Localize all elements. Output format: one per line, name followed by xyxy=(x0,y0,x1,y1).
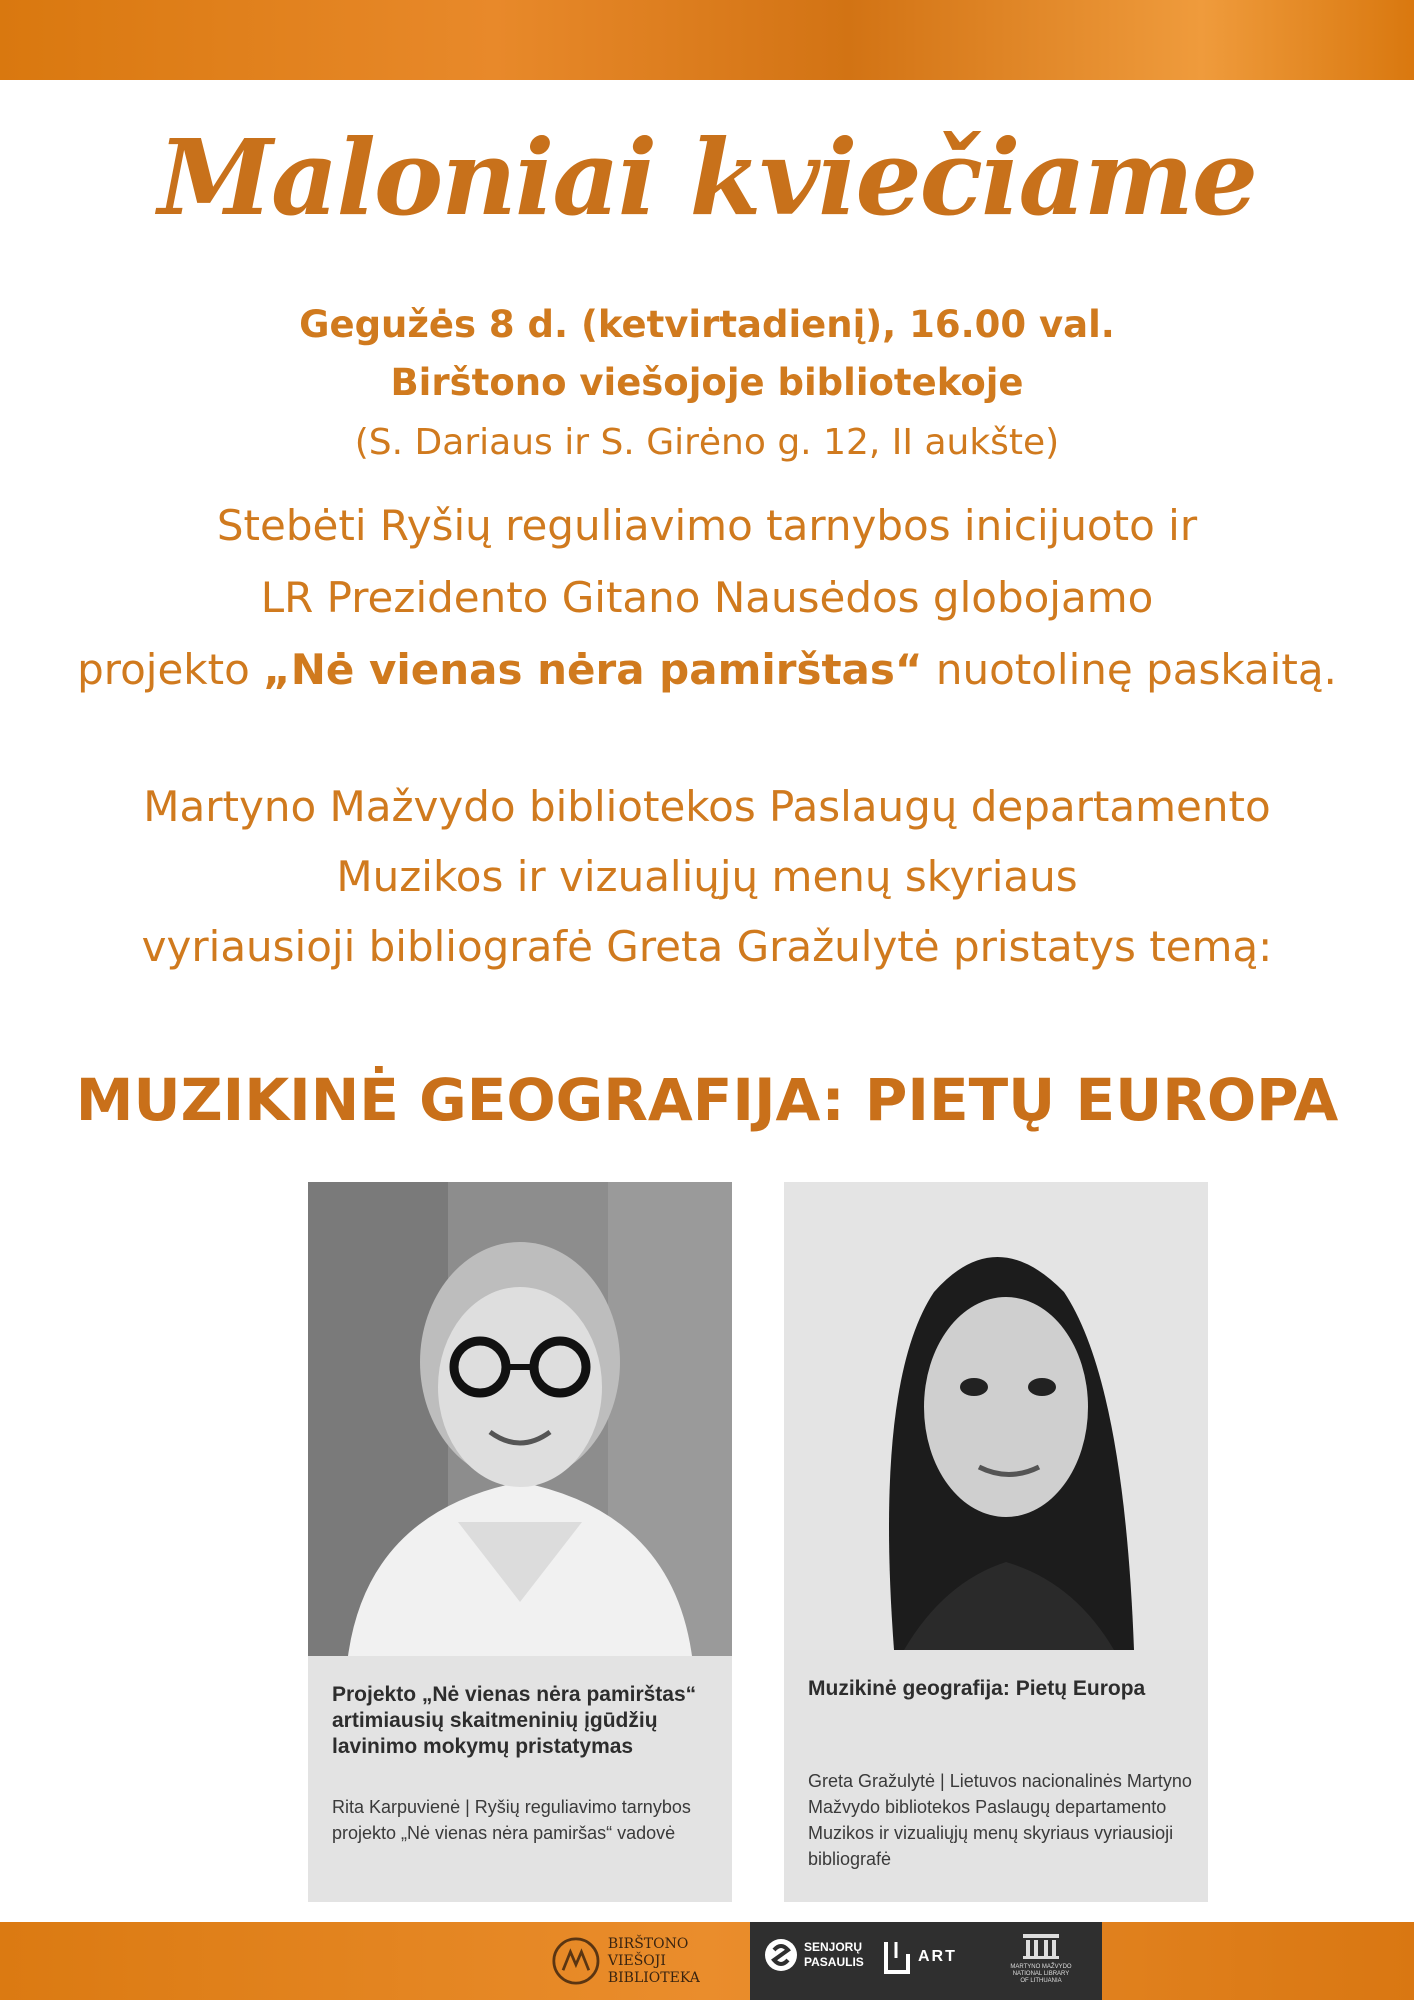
senjoru-pasaulis-logo xyxy=(764,1938,864,1972)
library-emblem-icon xyxy=(552,1935,600,1987)
card-title: Projekto „Nė vienas nėra pamirštas“ artimiausių skaitmeninių įgūdžių lavinimo mokymų pristatymas xyxy=(332,1683,697,1758)
speaker-card-rita xyxy=(308,1182,732,1902)
lecture-topic: MUZIKINĖ GEOGRAFIJA: PIETŲ EUROPA xyxy=(75,1066,1339,1134)
intro-line-2: LR Prezidento Gitano Nausėdos globojamo xyxy=(260,573,1154,622)
partner-logos xyxy=(540,1922,1102,2000)
lnb-building-icon xyxy=(1021,1932,1061,1960)
senjoru-line-2: PASAULIS xyxy=(804,1955,864,1969)
page-title: Maloniai kviečiame xyxy=(157,116,1257,239)
event-venue: Birštono viešojoje bibliotekoje xyxy=(390,361,1024,404)
intro-line-1: Stebėti Ryšių reguliavimo tarnybos inicijuoto ir xyxy=(216,501,1198,550)
senjoru-swirl-icon xyxy=(764,1938,798,1972)
birstono-library-logo xyxy=(540,1922,750,2000)
lnb-line-1: MARTYNO MAŽVYDO xyxy=(1010,1964,1072,1970)
card-title: Muzikinė geografija: Pietų Europa xyxy=(808,1677,1146,1700)
lnb-line-2: NATIONAL LIBRARY xyxy=(1012,1971,1070,1977)
project-name: „Nė vienas nėra pamirštas“ xyxy=(263,645,923,694)
art-bracket-icon xyxy=(882,1938,912,1976)
lnb-logo xyxy=(986,1932,1096,1985)
intro-line-3-start: projekto xyxy=(77,645,264,694)
lnb-line-3: OF LITHUANIA xyxy=(1020,1978,1062,1984)
event-address: (S. Dariaus ir S. Girėno g. 12, II aukšte) xyxy=(354,422,1060,463)
partner-logos-dark xyxy=(750,1922,1102,2000)
art-logo xyxy=(882,1938,957,1976)
top-orange-band xyxy=(0,0,1414,80)
speaker-photo-greta xyxy=(784,1182,1208,1650)
presenter-line-3: vyriausioji bibliografė Greta Gražulytė pristatys temą: xyxy=(141,922,1273,971)
library-logo-line-1: BIRŠTONO xyxy=(607,1935,689,1952)
art-logo-text: ART xyxy=(918,1948,957,1965)
presenter-line-1: Martyno Mažvydo bibliotekos Paslaugų departamento xyxy=(143,782,1271,831)
intro-line-3-end: nuotolinę paskaitą. xyxy=(922,645,1337,694)
intro-line-3 xyxy=(0,634,1414,706)
card-text: Greta Gražulytė | Lietuvos nacionalinės Martyno Mažvydo bibliotekos Paslaugų departamento Muzikos ir vizualiųjų menų skyriaus vyriausioji bibliografė xyxy=(808,1771,1192,1869)
speaker-photo-rita xyxy=(308,1182,732,1656)
presenter-line-2: Muzikos ir vizualiųjų menų skyriaus xyxy=(336,852,1078,901)
event-date: Gegužės 8 d. (ketvirtadienį), 16.00 val. xyxy=(299,303,1115,346)
library-logo-line-2: VIEŠOJI BIBLIOTEKA xyxy=(607,1952,700,1986)
card-text: Rita Karpuvienė | Ryšių reguliavimo tarnybos projekto „Nė vienas nėra pamiršas“ vadovė xyxy=(332,1797,691,1843)
senjoru-line-1: SENJORŲ xyxy=(804,1940,863,1954)
speaker-card-greta xyxy=(784,1182,1208,1902)
